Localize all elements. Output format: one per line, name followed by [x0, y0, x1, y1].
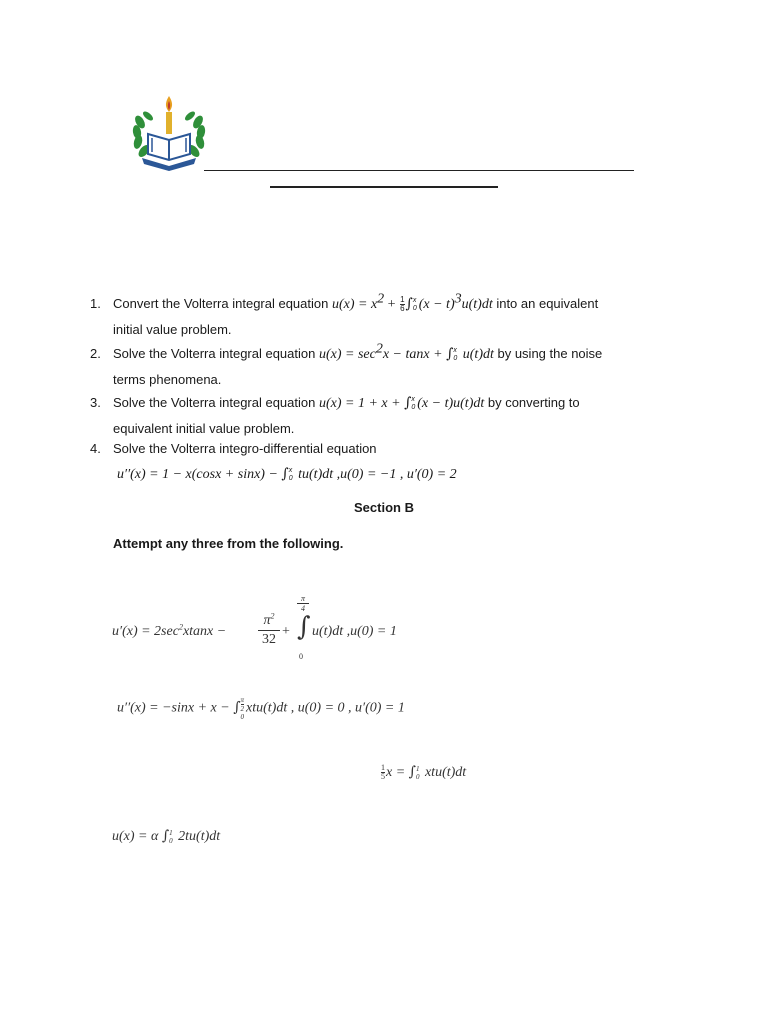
equation-lhs: u′′(x) = 1 − x(cosx + sinx) − [117, 467, 282, 482]
upper-denominator: 2 [240, 705, 245, 713]
integral-sign: ∫ [446, 346, 454, 362]
fraction-numerator: 1 [400, 295, 405, 305]
equation-lhs: u(x) = x [331, 297, 378, 312]
integral-sign: ∫ [408, 764, 416, 780]
integral-limits [169, 829, 173, 845]
equation-tail: u(t)dt [459, 347, 494, 362]
question-text: Solve the Volterra integral equation [113, 395, 319, 410]
question-1 [90, 291, 690, 341]
question-2 [90, 341, 690, 391]
integral-lower: 0 [415, 772, 420, 781]
operator: + [282, 624, 290, 639]
fraction-denominator: 32 [258, 630, 280, 649]
equation-lhs: u(x) = 1 + x + [318, 396, 405, 411]
equation-body: (x − t) [418, 297, 455, 312]
equation-tail: u(t)dt [461, 297, 493, 312]
equation-lhs: u(x) = α [112, 829, 162, 844]
question-text: by converting to [484, 395, 580, 410]
integral-upper: x [411, 395, 415, 403]
university-emblem-icon [128, 92, 210, 172]
exponent: 2 [270, 611, 275, 621]
equation-mid: x = [386, 765, 409, 780]
integral-lower: 0 [411, 403, 416, 411]
equation-tail: xtu(t)dt [421, 765, 467, 780]
integral-sign: ∫ [404, 395, 412, 411]
integral-limits [416, 765, 420, 781]
equation-tail: 2tu(t)dt [174, 829, 221, 844]
integral-limits [413, 297, 417, 313]
exponent: 2 [178, 622, 183, 632]
question-3 [90, 390, 690, 440]
equation-lhs: u′′(x) = −sinx + x − [117, 700, 234, 716]
fraction-numerator: π [263, 613, 271, 628]
integral-limits [453, 347, 457, 363]
integral-sign: ∫ [161, 828, 170, 844]
equation-mid: x − tanx + [382, 347, 447, 362]
question-number: 3. [90, 395, 101, 410]
question-text: Convert the Volterra integral equation [113, 296, 332, 311]
fraction [400, 296, 404, 313]
question-text-line2: initial value problem. [113, 322, 232, 337]
integral-limits [241, 696, 245, 721]
question-text-line2: terms phenomena. [113, 372, 222, 387]
header-rule-long [204, 170, 634, 171]
equation-lhs: u′(x) = 2sec [112, 624, 179, 639]
fraction-denominator: 5 [381, 772, 385, 782]
fraction-numerator: 1 [381, 763, 385, 773]
integral-upper: x [453, 346, 457, 354]
upper-numerator: π [300, 594, 305, 603]
question-number: 4. [90, 441, 101, 456]
exponent: 3 [454, 291, 462, 307]
question-number: 2. [90, 346, 101, 361]
integral-sign: ∫ [405, 296, 413, 312]
exponent: 2 [375, 341, 383, 357]
equation-b1 [112, 594, 452, 664]
header-rule-short [270, 186, 498, 188]
question-text: Solve the Volterra integro-differential equation [113, 441, 377, 456]
equation-tail: (x − t)u(t)dt [417, 396, 485, 411]
upper-numerator: π [240, 696, 245, 704]
exponent: 2 [377, 291, 385, 307]
integral-sign: ∫ [233, 699, 241, 716]
question-text: into an equivalent [492, 296, 599, 311]
question-text: Solve the Volterra integral equation [113, 346, 319, 361]
integral-lower: 0 [299, 652, 303, 661]
integral-upper-limit [297, 594, 309, 613]
fraction-denominator: 6 [400, 304, 405, 314]
section-b-instruction: Attempt any three from the following. [113, 536, 344, 551]
integral-lower: 0 [288, 474, 293, 482]
integral-lower: 0 [240, 713, 245, 721]
equation-tail: tu(t)dt ,u(0) = −1 , u′(0) = 2 [294, 467, 457, 482]
integral-upper: x [412, 296, 417, 304]
integral-upper: 1 [415, 764, 420, 773]
integral-sign: ∫ [281, 466, 289, 482]
integral-upper: x [288, 466, 293, 474]
fraction [258, 612, 280, 649]
question-4 [90, 436, 690, 486]
question-text: by using the noise [493, 346, 603, 361]
integral-lower: 0 [169, 836, 173, 845]
equation-tail: u(t)dt ,u(0) = 1 [312, 624, 397, 639]
integral-lower: 0 [453, 354, 458, 362]
operator: + [384, 297, 400, 312]
equation-mid: xtanx − [182, 624, 227, 639]
integral-limits [289, 467, 293, 483]
equation-b2 [117, 696, 405, 726]
fraction [381, 764, 385, 781]
integral-upper: 1 [169, 828, 173, 837]
equation-b3 [380, 764, 466, 790]
upper-denominator: 4 [297, 603, 309, 613]
equation-lhs: u(x) = sec [318, 347, 376, 362]
question-text-line2: equivalent initial value problem. [113, 421, 295, 436]
integral-lower: 0 [412, 304, 417, 312]
integral-sign: ∫ [297, 612, 311, 642]
equation-b4 [112, 828, 220, 854]
equation-tail: xtu(t)dt , u(0) = 0 , u′(0) = 1 [246, 700, 405, 716]
section-b-title: Section B [354, 500, 414, 515]
question-number: 1. [90, 296, 101, 311]
integral-limits [411, 396, 415, 412]
